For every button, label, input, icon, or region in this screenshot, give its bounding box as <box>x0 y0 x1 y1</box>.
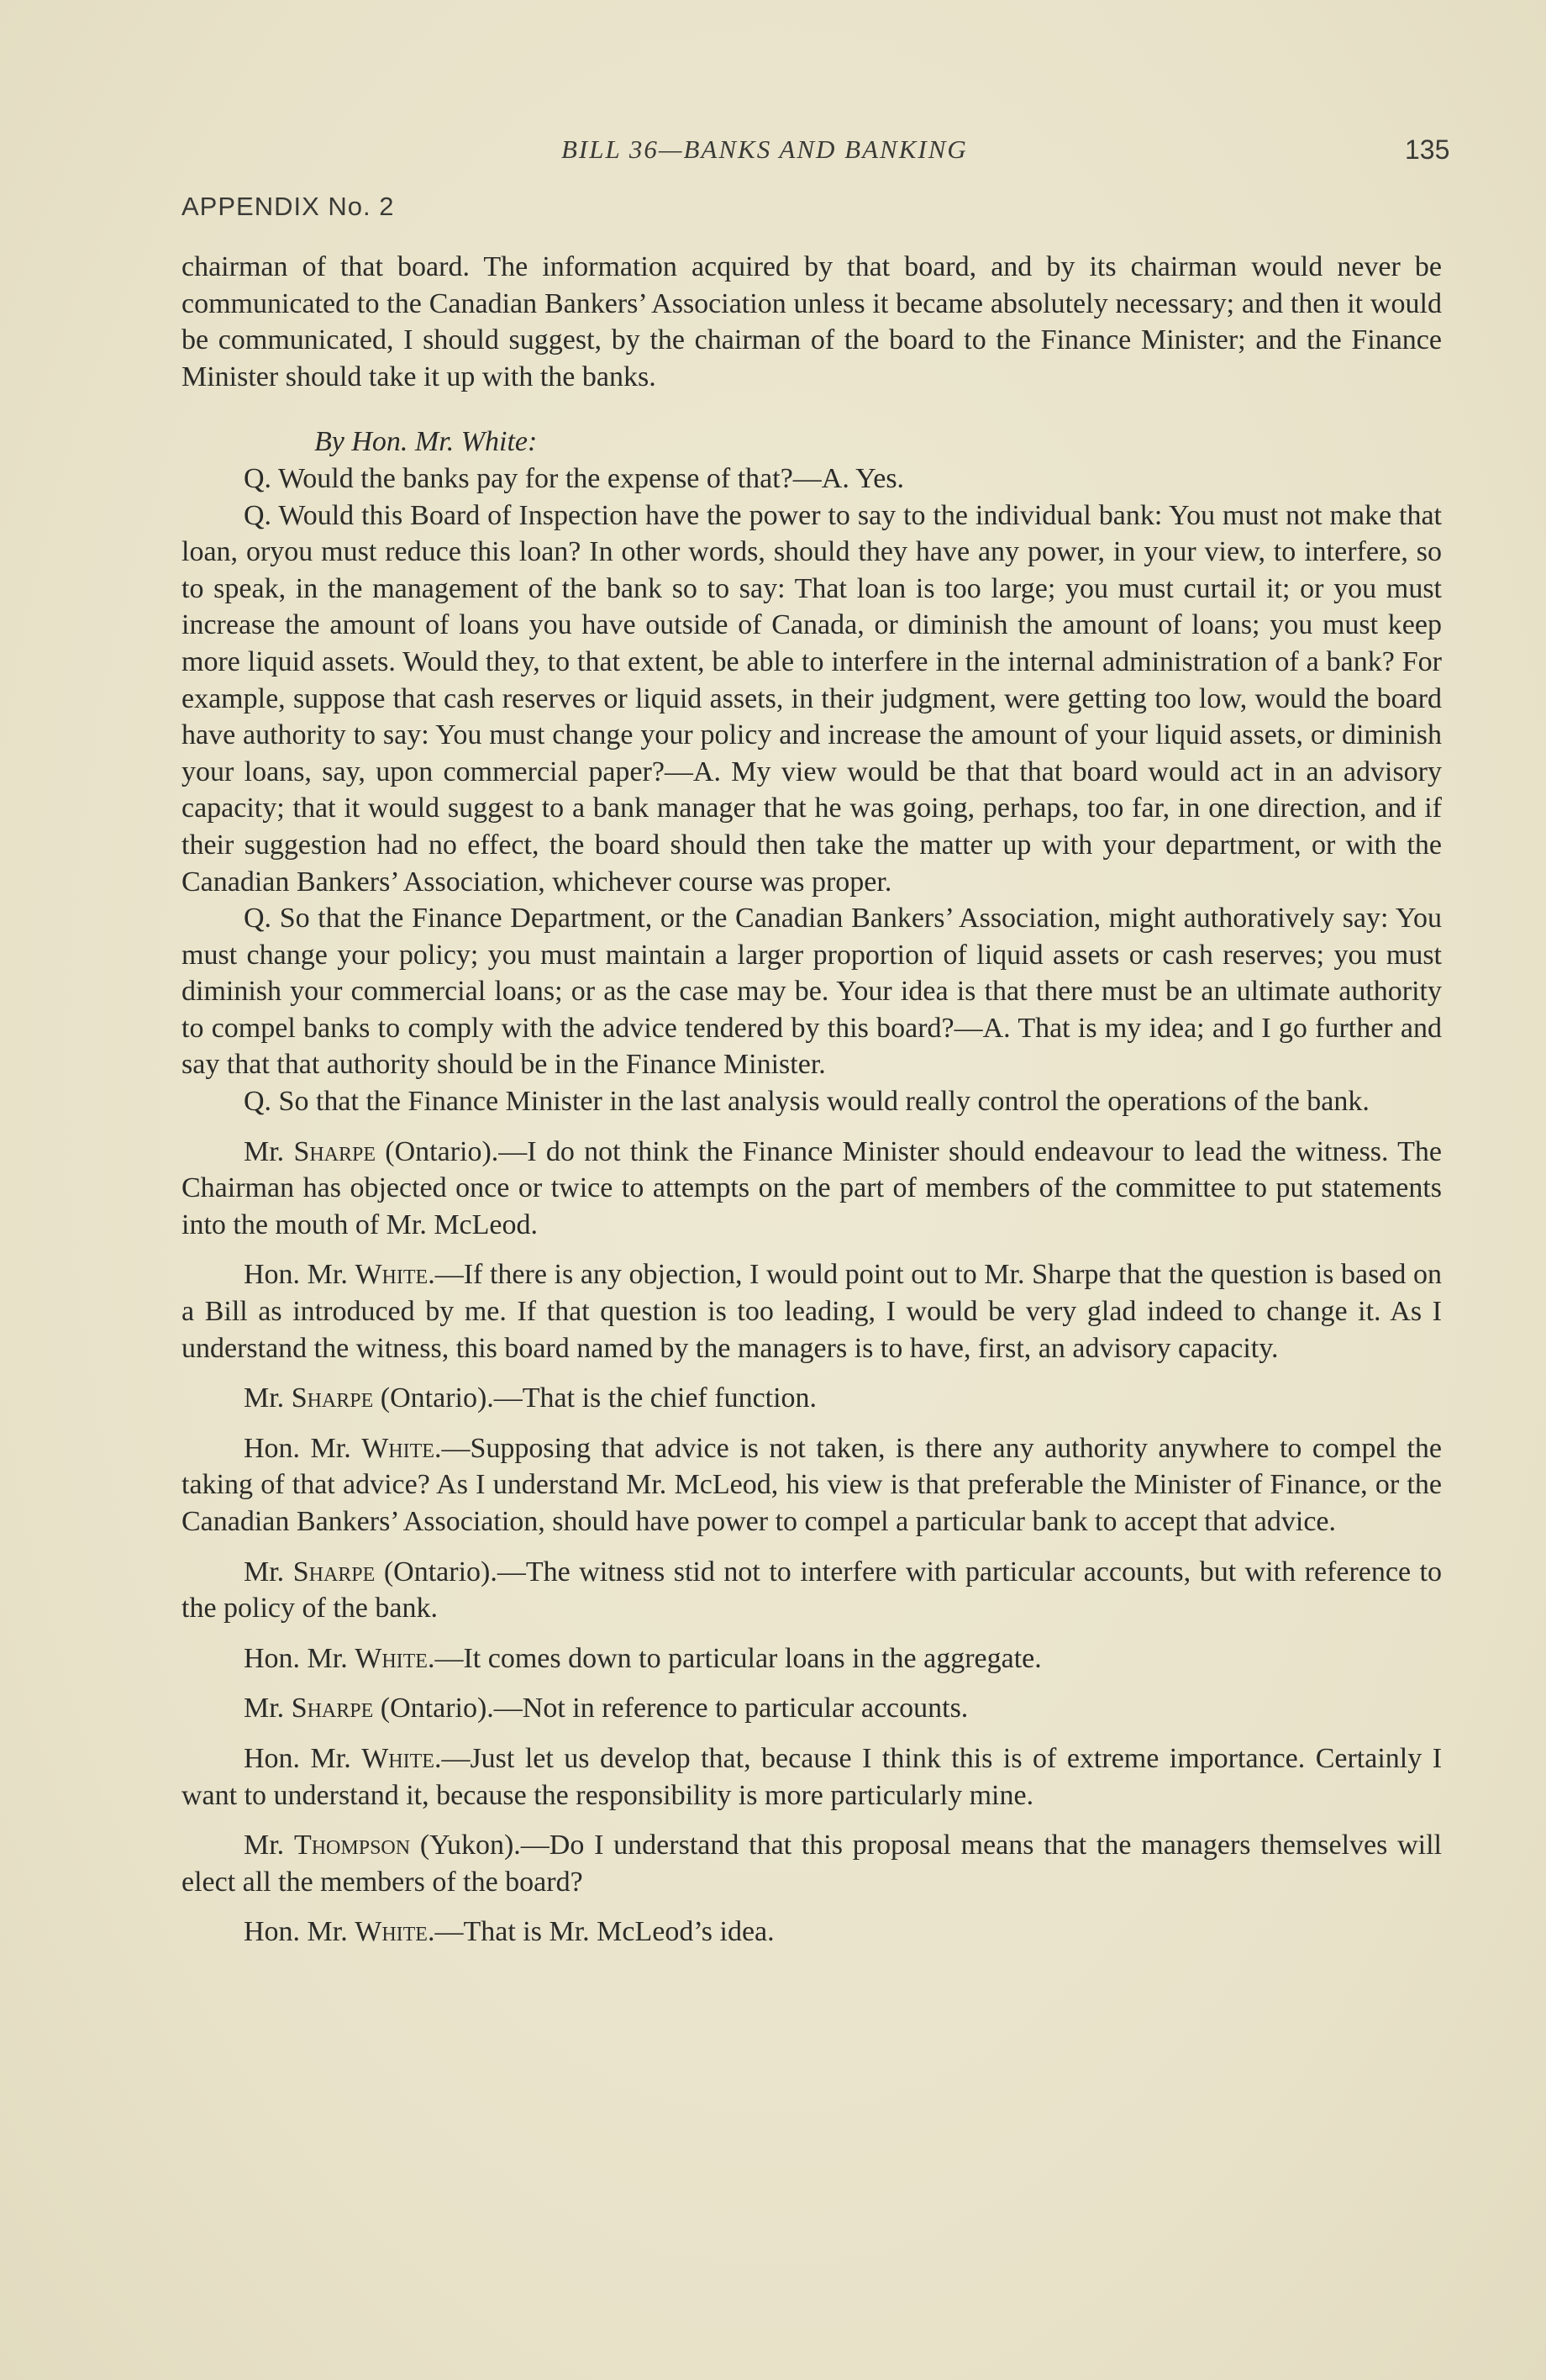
speaker-title: Hon. Mr. <box>244 1432 351 1464</box>
speech-paragraph <box>181 1640 1442 1677</box>
speech-paragraph <box>181 1554 1442 1627</box>
appendix-label: APPENDIX No. 2 <box>181 192 395 221</box>
speaker-title: Mr. <box>244 1693 285 1724</box>
speech-text: .—It comes down to particular loans in the aggregate. <box>427 1642 1042 1674</box>
question-paragraph: Q. Would this Board of Inspection have the power to say to the individual bank: You must not make that loan, oryou must reduce this loan? In other words, should they have any power, in your view, to interfere, so to speak, in the management of the bank so to say: That loan is too large; you must curtail it; or you must increase the amount of loans you have outside of Canada, or diminish the amount of loans; you must keep more liquid assets. Would they, to that extent, be able to interfere in the internal administration of a bank? For example, suppose that cash reserves or liquid assets, in their judgment, were getting too low, would the board have authority to say: You must change your policy and increase the amount of your liquid assets, or diminish your loans, say, upon commercial paper?—A. My view would be that that board would act in an advisory capacity; that it would suggest to a bank manager that he was going, perhaps, too far, in one direction, and if their suggestion had no effect, the board should then take the matter up with your department, or with the Canadian Bankers’ Association, whichever course was proper. <box>181 499 1442 898</box>
speaker-name: Sharpe <box>291 1382 374 1414</box>
speech-text: (Ontario).—I do not think the Finance Minister should endeavour to lead the witness. The Chairman has objected once or twice to attempts on the part of members of the committee to put statements into the mouth of Mr. McLeod. <box>181 1135 1443 1240</box>
speaker-title: Mr. <box>244 1135 285 1167</box>
speech-text: (Ontario).—The witness stid not to interfere with particular accounts, but with reference to the policy of the bank. <box>181 1556 1443 1624</box>
speaker-name: White <box>361 1742 434 1774</box>
speaker-name: Thompson <box>293 1830 411 1861</box>
speech-paragraph <box>181 1256 1442 1366</box>
speaker-title: Mr. <box>244 1556 285 1588</box>
question-paragraph: Q. So that the Finance Minister in the last analysis would really control the operations of the bank. <box>244 1086 1370 1118</box>
speech-text: (Yukon).—Do I understand that this proposal means that the managers themselves will elect all the members of the board? <box>181 1830 1443 1898</box>
paragraph: chairman of that board. The information acquired by that board, and by its chairman would never be communicated to the Canadian Bankers’ Association unless it became absolutely necessary; and then it would be communicated, I should suggest, by the chairman of the board to the Finance Minister; and the Finance Minister should take it up with the banks. <box>181 251 1442 392</box>
speaker-name: White <box>355 1642 428 1674</box>
speaker-name: Sharpe <box>293 1135 376 1167</box>
speech-text: .—Supposing that advice is not taken, is there any authority anywhere to compel the taking of that advice? As I understand Mr. McLeod, his view is that preferable the Minister of Finance, or the Canadian Bankers’ Association, should have power to compel a particular bank to accept that advice. <box>181 1432 1443 1537</box>
speaker-title: Hon. Mr. <box>244 1259 348 1291</box>
speaker-name: White <box>355 1916 428 1948</box>
speaker-name: Sharpe <box>291 1693 374 1724</box>
questioner-byline: By Hon. Mr. White: <box>314 426 538 458</box>
speaker-name: White <box>355 1259 429 1291</box>
running-head: BILL 36—BANKS AND BANKING <box>561 134 968 164</box>
speaker-name: Sharpe <box>292 1556 376 1588</box>
speech-paragraph <box>181 1134 1442 1244</box>
speaker-name: White <box>361 1432 434 1464</box>
speaker-title: Mr. <box>244 1830 285 1861</box>
speech-text: (Ontario).—That is the chief function. <box>380 1382 818 1414</box>
speaker-title: Hon. Mr. <box>244 1742 351 1774</box>
speech-text: .—Just let us develop that, because I think this is of extreme importance. Certainly I want to understand it, because the responsibility is more particularly mine. <box>181 1742 1443 1811</box>
speaker-title: Mr. <box>244 1382 285 1414</box>
page-number: 135 <box>1405 134 1450 165</box>
speech-text: .—That is Mr. McLeod’s idea. <box>427 1916 775 1948</box>
speech-paragraph <box>181 1827 1442 1900</box>
speech-text: .—If there is any objection, I would point out to Mr. Sharpe that the question is based on a Bill as introduced by me. If that question is too leading, I would be very glad indeed to change it. As I understand the witness, this board named by the managers is to have, first, an advisory capacity. <box>181 1259 1443 1364</box>
speech-paragraph <box>181 1690 1442 1727</box>
speech-paragraph <box>181 1430 1442 1540</box>
body-text <box>181 249 1442 1951</box>
speech-text: (Ontario).—Not in reference to particular accounts. <box>380 1693 969 1724</box>
question-paragraph: Q. So that the Finance Department, or the Canadian Bankers’ Association, might authoratively say: You must change your policy; you must maintain a larger proportion of liquid assets or cash reserves; you must diminish your commercial loans; or as the case may be. Your idea is that there must be an ultimate authority to compel banks to comply with the advice tendered by this board?—A. That is my idea; and I go further and say that that authority should be in the Finance Minister. <box>181 903 1442 1081</box>
speech-paragraph <box>181 1380 1442 1417</box>
speaker-title: Hon. Mr. <box>244 1916 348 1948</box>
speech-paragraph <box>181 1740 1442 1814</box>
question-paragraph: Q. Would the banks pay for the expense of that?—A. Yes. <box>244 462 905 494</box>
speaker-title: Hon. Mr. <box>244 1642 348 1674</box>
speech-paragraph <box>181 1914 1442 1951</box>
